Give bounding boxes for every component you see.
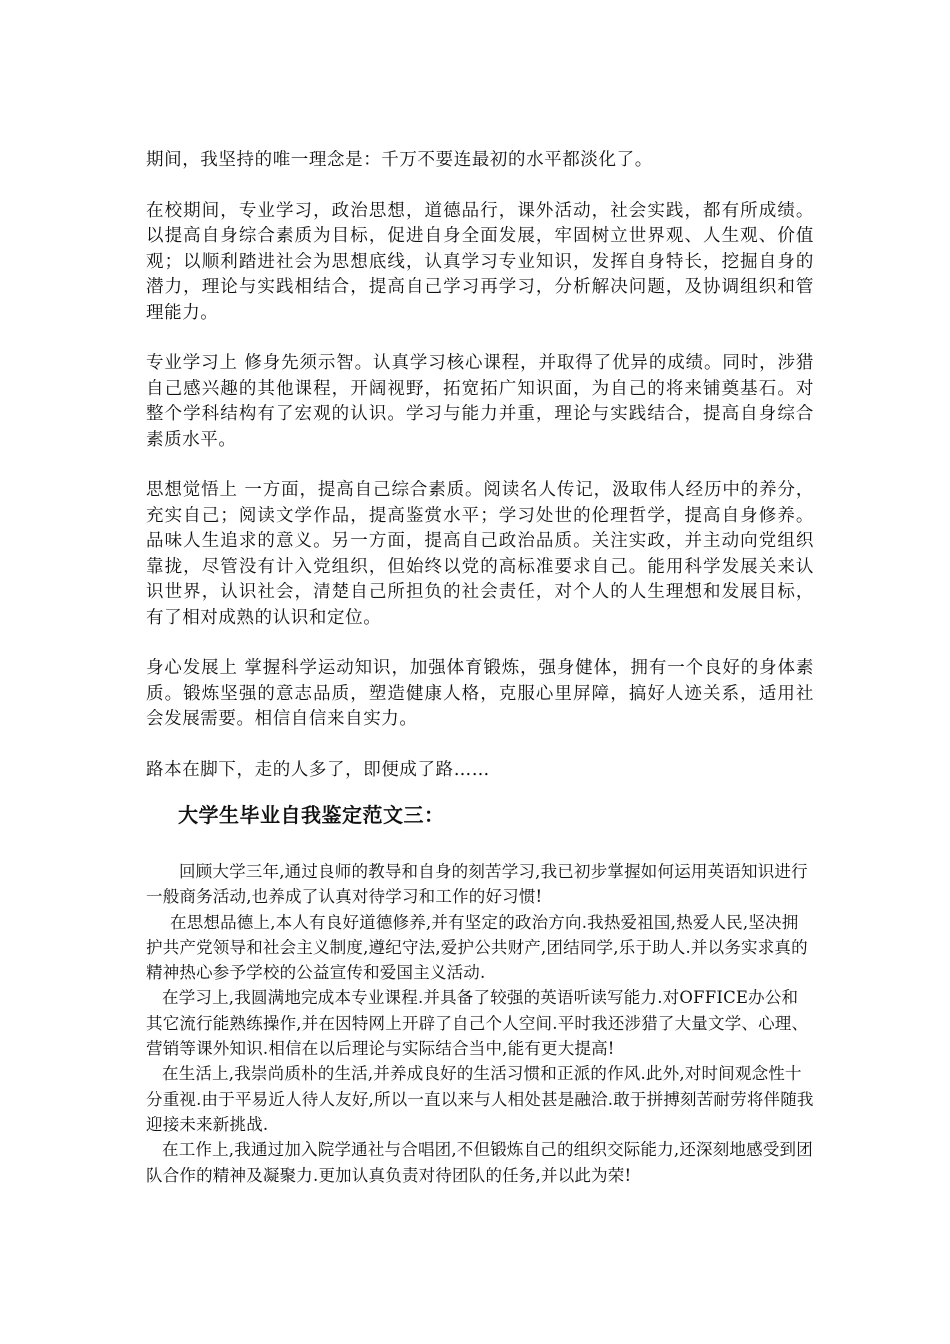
paragraph-closing-quote: 路本在脚下，走的人多了，即便成了路…… — [146, 759, 490, 780]
paragraph-study: 在学习上,我圆满地完成本专业课程.并具备了较强的英语听读写能力.对OFFICE办公和其它流行能熟练操作,并在因特网上开辟了自己个人空间.平时我还涉猎了大量文学、心理、营销等课外知识.相信在以后理论与实际结合当中,能有更大提高! — [146, 988, 809, 1059]
paragraph-physical-mental: 身心发展上 掌握科学运动知识，加强体育锻炼，强身健体，拥有一个良好的身体素质。锻炼坚强的意志品质，塑造健康人格，克服心里屏障，搞好人迹关系，适用社会发展需要。相信自信来自实力。 — [146, 658, 814, 729]
paragraph-review: 回顾大学三年,通过良师的教导和自身的刻苦学习,我已初步掌握如何运用英语知识进行一般商务活动,也养成了认真对待学习和工作的好习惯! — [146, 862, 808, 907]
paragraph-life: 在生活上,我崇尚质朴的生活,并养成良好的生活习惯和正派的作风.此外,对时间观念性十分重视.由于平易近人待人友好,所以一直以来与人相处甚是融洽.敢于拼搏刻苦耐劳将伴随我迎接未来新挑战. — [146, 1064, 814, 1134]
paragraph-ideological-awareness: 思想觉悟上 一方面，提高自己综合素质。阅读名人传记，汲取伟人经历中的养分，充实自己；阅读文学作品，提高鉴赏水平；学习处世的伦理哲学，提高自身修养。品味人生追求的意义。另一方面，提高自己政治品质。关注实政，并主动向党组织靠拢，尽管没有计入党组织，但始终以党的高标准要求自己。能用科学发展关来认识世界，认识社会，清楚自己所担负的社会责任，对个人的人生理想和发展目标，有了相对成熟的认识和定位。 — [146, 480, 814, 628]
document-page — [146, 148, 814, 1188]
paragraph-work: 在工作上,我通过加入院学通社与合唱团,不但锻炼自己的组织交际能力,还深刻地感受到团队合作的精神及凝聚力.更加认真负责对待团队的任务,并以此为荣! — [146, 1140, 813, 1185]
section-heading: 大学生毕业自我鉴定范文三： — [178, 803, 445, 827]
paragraph-school-overview: 在校期间，专业学习，政治思想，道德品行，课外活动，社会实践，都有所成绩。以提高自身综合素质为目标，促进自身全面发展，牢固树立世界观、人生观、价值观；以顺利踏进社会为思想底线，认真学习专业知识，发挥自身特长，挖掘自身的潜力，理论与实践相结合，提高自己学习再学习，分析解决问题，及协调组织和管理能力。 — [146, 200, 814, 323]
paragraph-philosophy: 期间，我坚持的唯一理念是：千万不要连最初的水平都淡化了。 — [146, 150, 653, 170]
paragraph-moral-character: 在思想品德上,本人有良好道德修养,并有坚定的政治方向.我热爱祖国,热爱人民,坚决拥护共产党领导和社会主义制度,遵纪守法,爱护公共财产,团结同学,乐于助人.并以务实求真的精神热心参予学校的公益宣传和爱国主义活动. — [146, 912, 808, 983]
paragraph-professional-study: 专业学习上 修身先须示智。认真学习核心课程，并取得了优异的成绩。同时，涉猎自己感兴趣的其他课程，开阔视野，拓宽拓广知识面，为自己的将来铺奠基石。对整个学科结构有了宏观的认识。学习与能力并重，理论与实践结合，提高自身综合素质水平。 — [146, 353, 814, 450]
